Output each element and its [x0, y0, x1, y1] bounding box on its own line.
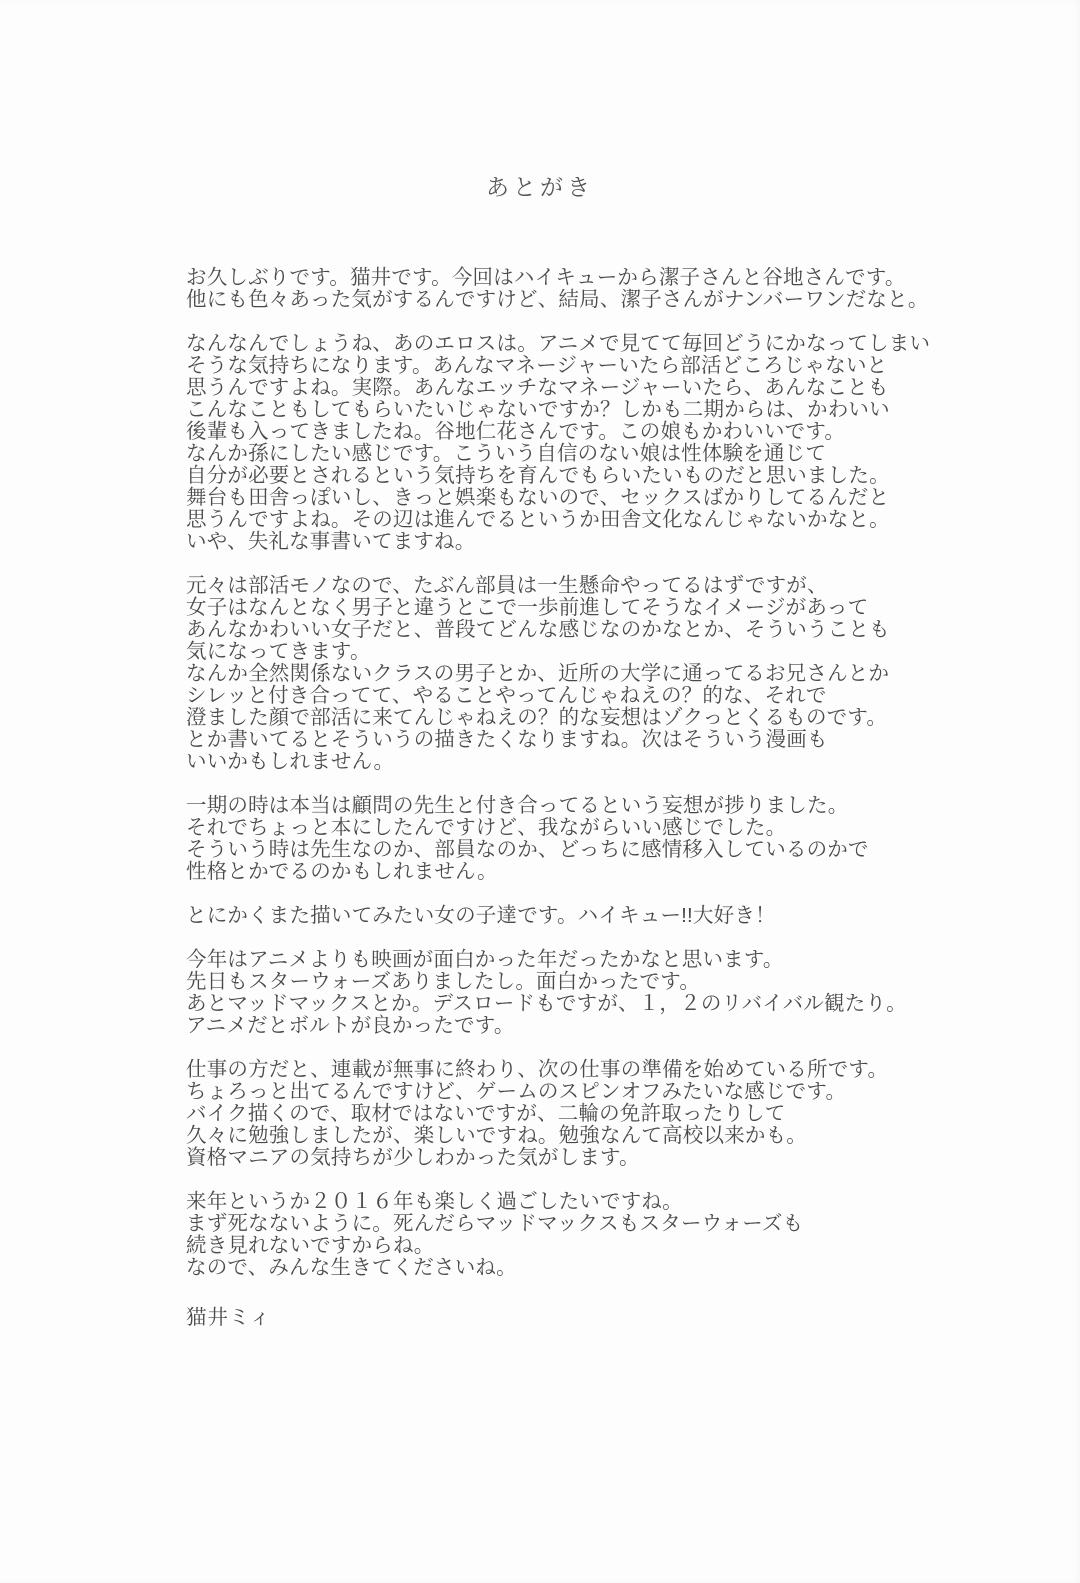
text-line: 一期の時は本当は顧問の先生と付き合ってるという妄想が捗りました。	[186, 794, 849, 817]
text-line: 自分が必要とされるという気持ちを育んでもらいたいものだと思いました。	[186, 464, 890, 487]
text-line: 来年というか２０１６年も楽しく過ごしたいですね。	[186, 1190, 683, 1213]
text-line: 気になってきます。	[186, 640, 371, 663]
text-line: アニメだとボルトが良かったです。	[186, 1014, 515, 1037]
text-line: 仕事の方だと、連載が無事に終わり、次の仕事の準備を始めている所です。	[186, 1058, 889, 1081]
paragraph	[186, 1191, 976, 1279]
page-title: あとがき	[486, 174, 594, 200]
text-line: 先日もスターウォーズありましたし。面白かったです。	[186, 970, 701, 993]
text-line: 後輩も入ってきましたね。谷地仁花さんです。この娘もかわいいです。	[186, 420, 846, 443]
paragraph	[186, 1059, 976, 1169]
text-line: お久しぶりです。猫井です。今回はハイキューから潔子さんと谷地さんです。	[186, 266, 906, 289]
text-line: 久々に勉強しましたが、楽しいですね。勉強なんて高校以来かも。	[186, 1124, 807, 1147]
paragraph	[186, 949, 976, 1037]
paragraph	[186, 905, 976, 927]
text-line: こんなこともしてもらいたいじゃないですか？しかも二期からは、かわいい	[186, 398, 890, 421]
text-line: 他にも色々あった気がするんですけど、結局、潔子さんがナンバーワンだなと。	[186, 288, 929, 311]
afterword-body	[186, 267, 976, 1329]
text-line: あんなかわいい女子だと、普段てどんな感じなのかなとか、そういうことも	[186, 618, 890, 641]
text-line: 今年はアニメよりも映画が面白かった年だったかなと思います。	[186, 948, 784, 971]
text-line: 性格とかでるのかもしれません。	[186, 860, 498, 883]
text-line: なので、みんな生きてくださいね。	[186, 1256, 517, 1279]
paragraph	[186, 575, 976, 773]
text-line: まず死なないように。死んだらマッドマックスもスターウォーズも	[186, 1212, 804, 1235]
text-line: とか書いてるとそういうの描きたくなりますね。次はそういう漫画も	[186, 728, 828, 751]
text-line: あとマッドマックスとか。デスロードもですが、１，２のリバイバル観たり。	[186, 992, 907, 1015]
text-line: いいかもしれません。	[186, 750, 395, 773]
text-line: なんか孫にしたい感じです。こういう自信のない娘は性体験を通じて	[186, 442, 827, 465]
text-line: 続き見れないですからね。	[186, 1234, 435, 1257]
paragraph	[186, 267, 976, 311]
text-line: 澄ました顔で部活に来てんじゃねえの？的な妄想はゾクっとくるものです。	[186, 706, 888, 729]
text-line: とにかくまた描いてみたい女の子達です。ハイキュー!!大好き！	[186, 904, 776, 927]
paragraph	[186, 333, 976, 553]
paragraph	[186, 795, 976, 883]
text-line: 思うんですよね。その辺は進んでるというか田舎文化なんじゃないかなと。	[186, 508, 890, 531]
text-line: ちょろっと出てるんですけど、ゲームのスピンオフみたいな感じです。	[186, 1080, 847, 1103]
text-line: そうな気持ちになります。あんなマネージャーいたら部活どころじゃないと	[186, 354, 888, 377]
text-line: なんなんでしょうね、あのエロスは。アニメで見てて毎回どうにかなってしまい	[186, 332, 931, 355]
text-line: シレッと付き合ってて、やることやってんじゃねえの？的な、それで	[186, 684, 827, 707]
text-line: いや、失礼な事書いてますね。	[186, 530, 476, 553]
text-line: 元々は部活モノなので、たぶん部員は一生懸命やってるはずですが、	[186, 574, 828, 597]
text-line: バイク描くので、取材ではないですが、二輪の免許取ったりして	[186, 1102, 786, 1125]
text-line: 女子はなんとなく男子と違うとこで一歩前進してそうなイメージがあって	[186, 596, 869, 619]
text-line: それでちょっと本にしたんですけど、我ながらいい感じでした。	[186, 816, 787, 839]
text-line: 資格マニアの気持ちが少しわかった気がします。	[186, 1146, 640, 1169]
text-line: 思うんですよね。実際。あんなエッチなマネージャーいたら、あんなことも	[186, 376, 889, 399]
text-line: なんか全然関係ないクラスの男子とか、近所の大学に通ってるお兄さんとか	[186, 662, 890, 685]
author-signature: 猫井ミィ	[186, 1306, 272, 1329]
text-line: そういう時は先生なのか、部員なのか、どっちに感情移入しているのかで	[186, 838, 869, 861]
text-line: 舞台も田舎っぽいし、きっと娯楽もないので、セックスばかりしてるんだと	[186, 486, 890, 509]
